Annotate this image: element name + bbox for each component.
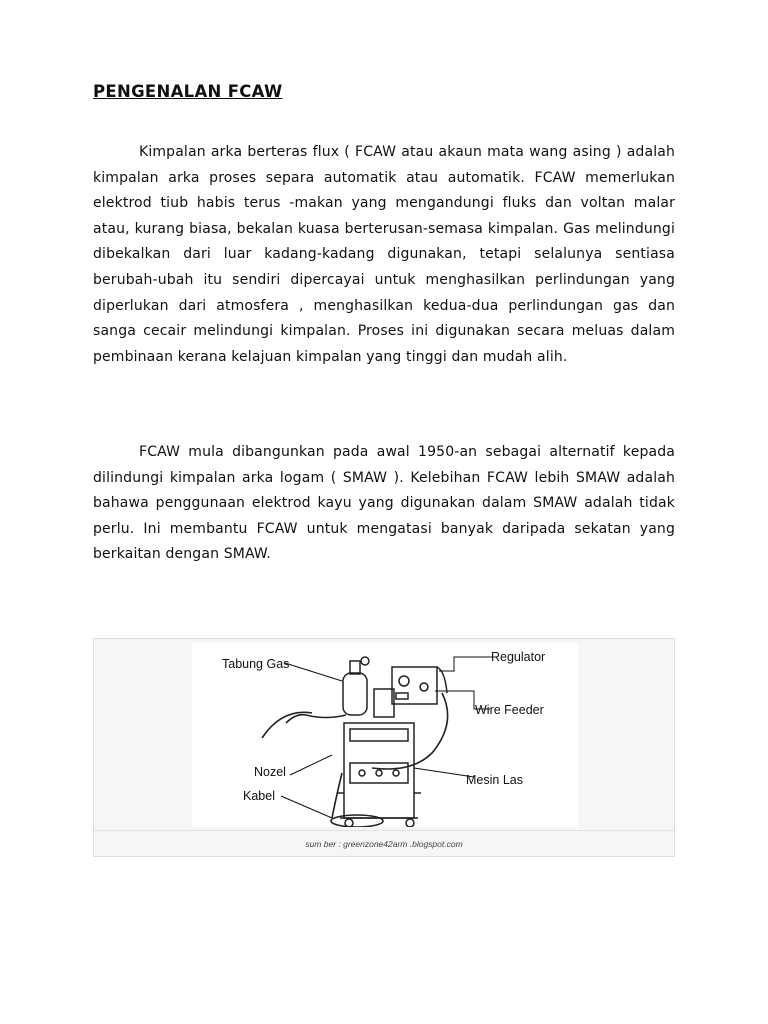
figure (93, 638, 675, 857)
label-wire-feeder: Wire Feeder (475, 703, 544, 717)
paragraph-history: FCAW mula dibangunkan pada awal 1950-an sebagai alternatif kepada dilindungi kimpalan arka logam ( SMAW ). Kelebihan FCAW lebih SMAW adalah bahawa penggunaan elektrod kayu yang digunakan dalam SMAW adalah tidak perlu. Ini membantu FCAW untuk mengatasi banyak daripada sekatan yang berkaitan dengan SMAW. (93, 444, 675, 563)
page-title: PENGENALAN FCAW (93, 82, 283, 101)
welding-machine-drawing (337, 723, 421, 827)
label-mesin-las: Mesin Las (466, 773, 523, 787)
gas-cylinder-drawing (343, 657, 369, 715)
fcaw-equipment-diagram (192, 643, 578, 827)
wire-feeder-drawing (374, 667, 447, 717)
figure-caption: sum ber : greenzone42arm .blogspot.com (305, 839, 463, 849)
figure-divider (94, 830, 674, 831)
label-regulator: Regulator (491, 650, 546, 664)
cable-drawing (262, 693, 448, 827)
paragraph-intro: Kimpalan arka berteras flux ( FCAW atau akaun mata wang asing ) adalah kimpalan arka proses separa automatik atau automatik. FCAW memerlukan elektrod tiub habis terus -makan yang mengandungi fluks dan voltan malar atau, kurang biasa, bekalan kuasa berterusan-semasa kimpalan. Gas melindungi dibekalkan dari luar kadang-kadang digunakan, tetapi selalunya sentiasa berubah-ubah itu sendiri dipercayai untuk menghasilkan perlindungan yang diperlukan dari atmosfera , menghasilkan kedua-dua perlindungan gas dan sanga cecair melindungi kimpalan. Proses ini digunakan secara meluas dalam pembinaan kerana kelajuan kimpalan yang tinggi dan mudah alih. (93, 144, 675, 365)
label-tabung-gas: Tabung Gas (222, 657, 290, 671)
label-kabel: Kabel (243, 789, 275, 803)
label-nozel: Nozel (254, 765, 286, 779)
welding-machine-illustration (192, 643, 578, 827)
